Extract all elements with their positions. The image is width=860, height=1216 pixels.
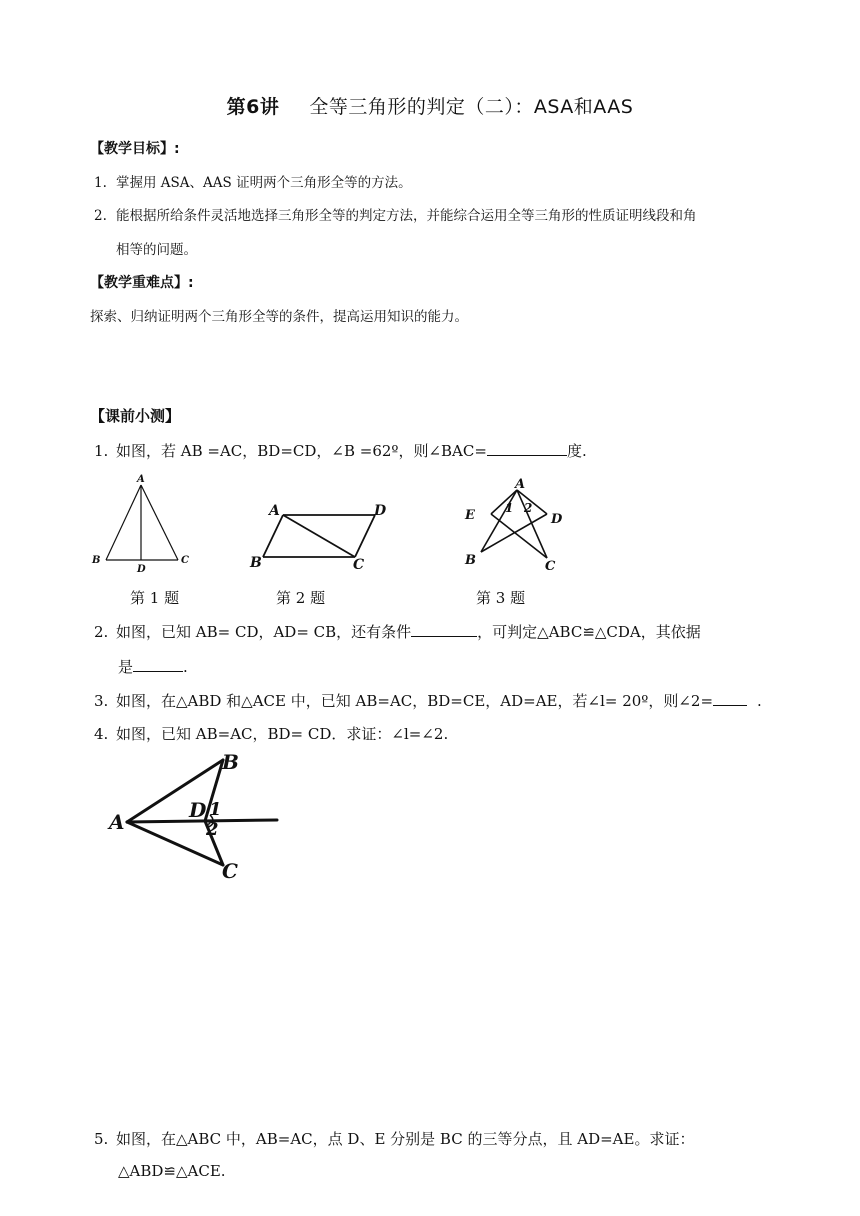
fig3-label-2: 2 xyxy=(524,501,533,515)
condition-blank[interactable] xyxy=(411,622,477,637)
fig2-label-d: D xyxy=(374,503,387,519)
question-1: 1. 如图，若 AB =AC，BD=CD，∠B =62º，则∠BAC= 度. xyxy=(94,442,587,460)
question-4: 4. 如图，已知 AB=AC，BD= CD．求证：∠l=∠2. xyxy=(94,725,449,743)
fig4-label-b: B xyxy=(222,750,239,774)
fig1-label-c: C xyxy=(181,555,189,566)
fig3-label-b: B xyxy=(465,553,476,568)
quiz-heading: 【课前小测】 xyxy=(90,407,181,425)
keypoints-heading: 【教学重难点】: xyxy=(90,275,194,291)
fig2-label-c: C xyxy=(353,557,365,573)
lecture-topic: 全等三角形的判定（二）：ASA和AAS xyxy=(309,96,634,118)
objective-item-2-cont: 相等的问题。 xyxy=(116,242,197,258)
fig4-label-1: 1 xyxy=(209,799,222,820)
fig3-label-e: E xyxy=(465,508,475,523)
question-5-cont: △ABD≌△ACE. xyxy=(118,1162,226,1180)
fig3-label-a: A xyxy=(515,477,526,492)
question-3: 3. 如图，在△ABD 和△ACE 中，已知 AB=AC，BD=CE，AD=AE，若∠l= 20º，则∠2= . xyxy=(94,692,762,710)
fig2-label-b: B xyxy=(250,555,262,571)
lecture-number: 第6讲 xyxy=(226,96,280,118)
basis-blank[interactable] xyxy=(133,657,183,672)
fig1-label-d: D xyxy=(137,564,146,575)
fig1-label-b: B xyxy=(92,555,101,566)
fig4-label-2: 2 xyxy=(206,819,219,840)
question-2-cont: 是 . xyxy=(118,658,188,676)
caption-figure-1: 第 1 题 xyxy=(130,589,180,607)
fig2-label-a: A xyxy=(269,503,280,519)
objective-item-1: 1. 掌握用 ASA、AAS 证明两个三角形全等的方法。 xyxy=(94,175,412,191)
fig4-label-a: A xyxy=(109,810,125,834)
page-title xyxy=(0,92,860,119)
keypoints-text: 探索、归纳证明两个三角形全等的条件，提高运用知识的能力。 xyxy=(90,309,468,325)
angle-blank[interactable] xyxy=(713,691,747,706)
question-5: 5. 如图，在△ABC 中，AB=AC，点 D、E 分别是 BC 的三等分点，且 AD=AE。求证： xyxy=(94,1130,695,1148)
fig3-label-c: C xyxy=(545,559,556,574)
answer-blank[interactable] xyxy=(487,441,567,456)
objective-item-2: 2. 能根据所给条件灵活地选择三角形全等的判定方法，并能综合运用全等三角形的性质证明线段和角 xyxy=(94,208,697,224)
fig1-label-a: A xyxy=(137,474,145,485)
figure-3 xyxy=(455,472,590,577)
fig3-label-1: 1 xyxy=(505,501,514,515)
caption-figure-3: 第 3 题 xyxy=(476,589,526,607)
figure-4 xyxy=(105,745,295,885)
fig3-label-d: D xyxy=(551,512,563,527)
figure-1 xyxy=(88,470,198,575)
caption-figure-2: 第 2 题 xyxy=(276,589,326,607)
fig4-label-c: C xyxy=(222,859,238,883)
objectives-heading: 【教学目标】: xyxy=(90,141,180,157)
fig4-label-d: D xyxy=(189,798,207,822)
figure-2 xyxy=(245,495,405,575)
question-2: 2. 如图，已知 AB= CD，AD= CB，还有条件 ，可判定△ABC≌△CDA，其依据 xyxy=(94,623,701,641)
